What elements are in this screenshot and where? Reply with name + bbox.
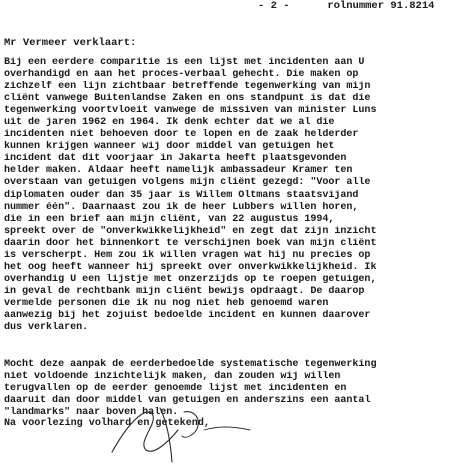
text-line: vermelde personen die ik nu nog niet heb genoemd waren <box>4 297 329 309</box>
text-line: "landmarks" naar boven halen. <box>4 407 179 419</box>
text-line: Bij een eerdere comparitie is een lijst met incidenten aan U <box>4 57 365 68</box>
text-line: spreekt over de "onverkwikkelijkheid" en zegt dat zijn inzicht <box>4 225 377 237</box>
text-line: daarin door het binnenkort te verschijnen boek van mijn cliënt <box>4 237 377 249</box>
text-line: daaruit dan door middel van getuigen en anderszins een aantal <box>4 395 371 407</box>
text-line: is verscherpt. Hem zou ik willen vragen wat hij nu precies op <box>4 249 371 261</box>
text-line: incidenten niet behoeven door te lopen en de zaak helderder <box>4 129 359 141</box>
text-line: kunnen krijgen wanneer wij door middel van getuigen het <box>4 141 335 153</box>
text-line: het oog heeft wanneer hij spreekt over onverkwikkelijkheid. Ik <box>4 261 377 273</box>
closing-line: Na voorlezing volhard en getekend, <box>4 418 210 429</box>
text-line: zichzelf een lijn zichtbaar betreffende tegenwerking van mijn <box>4 81 371 93</box>
text-line: overhandigd en aan het proces-verbaal gehecht. Die maken op <box>4 69 359 81</box>
text-line: overhandig U een lijstje met onzerzijds op te roepen getuigen, <box>4 273 377 285</box>
text-line: die in een brief aan mijn cliënt, van 22 augustus 1994, <box>4 213 335 225</box>
text-line: helder maken. Aldaar heeft namelijk ambassadeur Kramer ten <box>4 165 353 177</box>
case-reference: rolnummer 91.8214 <box>327 0 435 12</box>
text-line: tegenwerking voortvloeit vanwege de missiven van minister Luns <box>4 105 377 117</box>
page-number: - 2 - <box>258 0 290 12</box>
statement-paragraph-1 <box>4 57 444 334</box>
statement-paragraph-2 <box>4 359 444 419</box>
text-line: overstaan van getuigen volgens mijn cliënt gezegd: "Voor alle <box>4 177 371 189</box>
text-line: terugvallen op de eerder genoemde lijst met incidenten en <box>4 383 347 395</box>
text-line: diplomaten ouder dan 35 jaar is Willem Oltmans staatsvijand <box>4 189 359 201</box>
text-line: dus verklaren. <box>4 322 89 334</box>
speaker-heading: Mr Vermeer verklaart: <box>4 37 137 49</box>
page-header <box>258 0 434 12</box>
text-line: nummer één". Daarnaast zou ik de heer Lubbers willen horen, <box>4 201 359 213</box>
text-line: aanwezig bij het zojuist bedoelde incident en kunnen daarover <box>4 309 371 321</box>
text-line: incident dat dit voorjaar in Jakarta heeft plaatsgevonden <box>4 153 347 165</box>
text-line: Mocht deze aanpak de eerderbedoelde systematische tegenwerking <box>4 359 377 370</box>
text-line: niet voldoende inzichtelijk maken, dan zouden wij willen <box>4 371 341 383</box>
text-line: in geval de rechtbank mijn cliënt bewijs opdraagt. De daarop <box>4 285 365 297</box>
text-line: uit de jaren 1962 en 1964. Ik denk echter dat we al die <box>4 117 335 129</box>
text-line: cliënt vanwege Buitenlandse Zaken en ons standpunt is dat die <box>4 93 371 105</box>
